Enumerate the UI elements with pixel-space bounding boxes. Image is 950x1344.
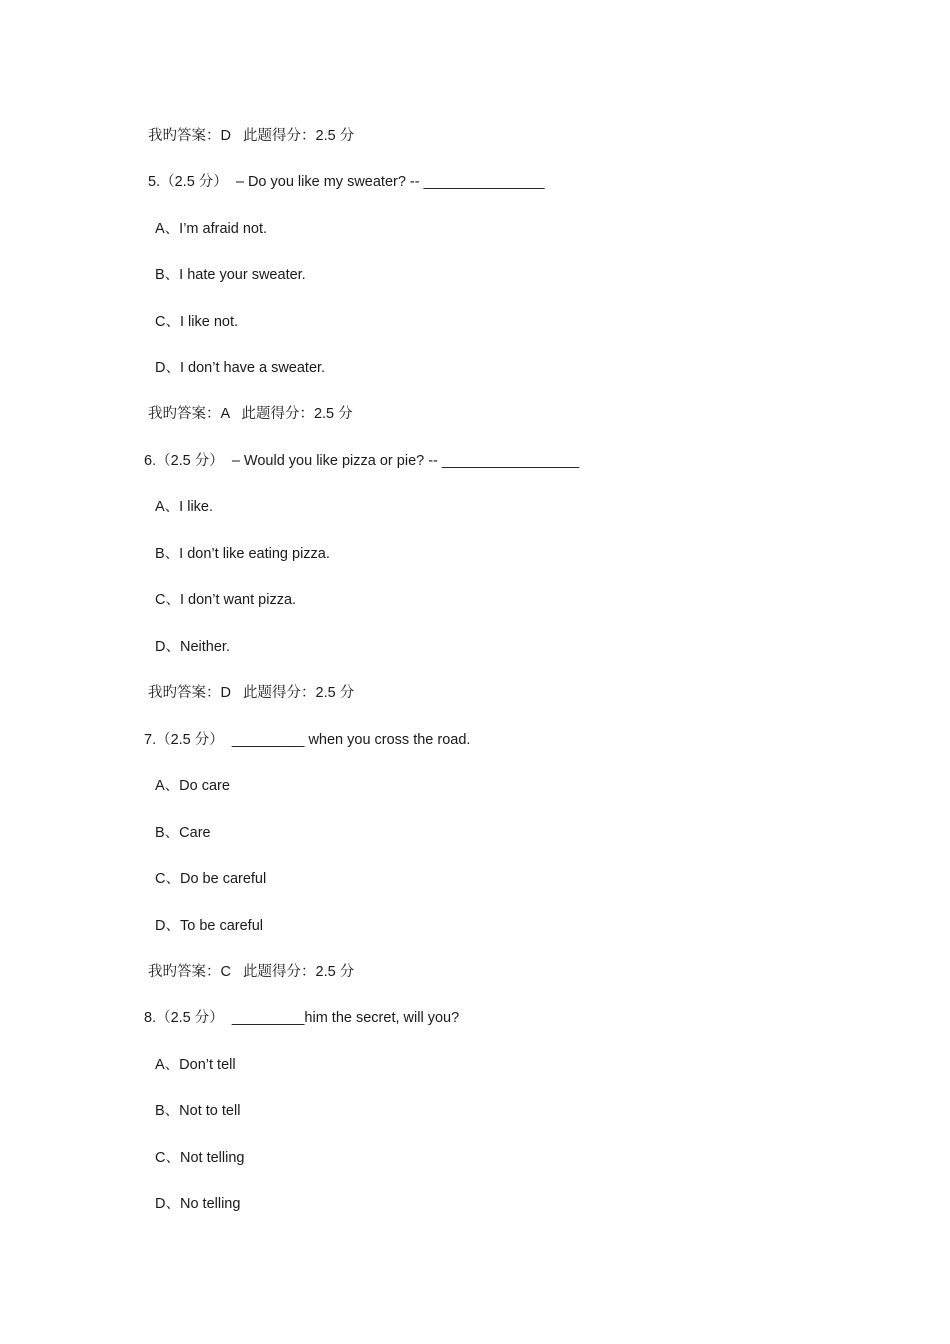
q6-option-d: D、Neither. [155,639,230,655]
my-answer-q7: 我旳答案：C 此题得分：2.5 分 [148,964,355,980]
q8-option-a: A、Don’t tell [155,1057,236,1073]
my-answer-q4: 我旳答案：D 此题得分：2.5 分 [148,128,355,144]
question-6: 6.（2.5 分） – Would you like pizza or pie? -- _________________ [144,453,580,469]
q8-option-c: C、Not telling [155,1150,245,1166]
q6-option-c: C、I don’t want pizza. [155,592,297,608]
my-answer-q6: 我旳答案：D 此题得分：2.5 分 [148,685,355,701]
question-5: 5.（2.5 分） – Do you like my sweater? -- _______________ [144,174,545,190]
q8-option-d: D、No telling [155,1196,241,1212]
q7-option-b: B、Care [155,825,211,841]
q7-option-d: D、To be careful [155,918,263,934]
q7-option-a: A、Do care [155,778,230,794]
q7-option-c: C、Do be careful [155,871,267,887]
my-answer-q5: 我旳答案：A 此题得分：2.5 分 [148,406,353,422]
q6-option-a: A、I like. [155,499,214,515]
q5-option-c: C、I like not. [155,314,238,330]
question-8: 8.（2.5 分） _________him the secret, will you? [144,1010,460,1026]
q5-option-d: D、I don’t have a sweater. [155,360,326,376]
q8-option-b: B、Not to tell [155,1103,241,1119]
q6-option-b: B、I don’t like eating pizza. [155,546,330,562]
question-7: 7.（2.5 分） _________ when you cross the road. [144,732,471,748]
q5-option-b: B、I hate your sweater. [155,267,306,283]
q5-option-a: A、I’m afraid not. [155,221,268,237]
